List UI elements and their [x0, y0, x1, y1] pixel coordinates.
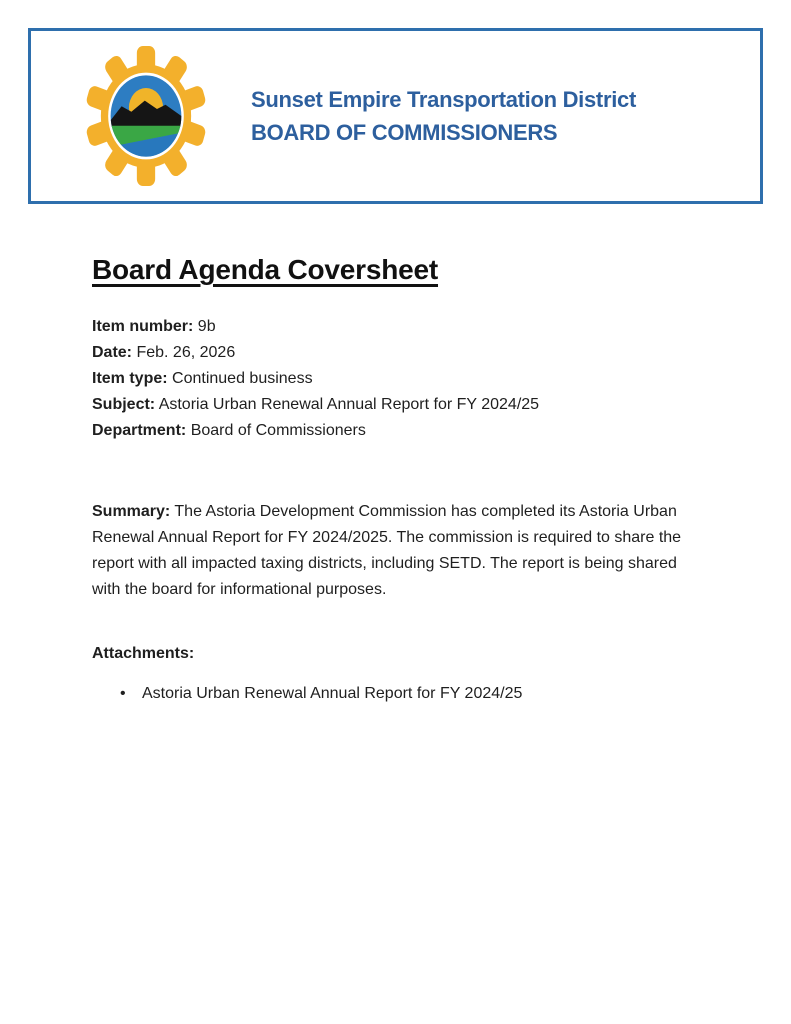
field-item-number — [92, 314, 708, 340]
field-label: Date: — [92, 344, 133, 361]
field-label: Subject: — [92, 396, 156, 413]
field-date — [92, 340, 708, 366]
field-department — [92, 418, 708, 444]
field-value: Feb. 26, 2026 — [136, 344, 236, 361]
attachment-text: Astoria Urban Renewal Annual Report for FY 2024/25 — [142, 685, 523, 702]
field-item-type — [92, 366, 708, 392]
attachments-list — [92, 681, 708, 707]
org-name: Sunset Empire Transportation District — [251, 87, 636, 112]
attachment-item — [92, 681, 708, 707]
attachments-label: Attachments: — [92, 645, 195, 662]
summary-label: Summary: — [92, 503, 171, 520]
field-value: 9b — [197, 318, 216, 335]
header-banner — [28, 28, 763, 204]
agenda-fields — [92, 314, 708, 444]
field-label: Item number: — [92, 318, 194, 335]
field-label: Item type: — [92, 370, 168, 387]
field-label: Department: — [92, 422, 187, 439]
org-subtitle: BOARD OF COMMISSIONERS — [251, 120, 558, 145]
bullet-icon: • — [120, 685, 126, 702]
field-value: Continued business — [172, 370, 313, 387]
document-body — [92, 250, 708, 707]
summary-text: The Astoria Development Commission has completed its Astoria Urban Renewal Annual Report for FY 2024/2025. The commission is required to share the report with all impacted taxing districts, including SETD. The report is being shared with the board for informational purposes. — [92, 503, 682, 598]
setd-gear-sunset-logo — [85, 46, 207, 186]
page-title: Board Agenda Coversheet — [92, 254, 439, 285]
field-value: Astoria Urban Renewal Annual Report for FY 2024/25 — [158, 396, 540, 413]
gear-icon — [85, 46, 207, 186]
summary-paragraph — [92, 499, 708, 603]
field-subject — [92, 392, 708, 418]
field-value: Board of Commissioners — [190, 422, 366, 439]
org-titles — [251, 83, 636, 149]
